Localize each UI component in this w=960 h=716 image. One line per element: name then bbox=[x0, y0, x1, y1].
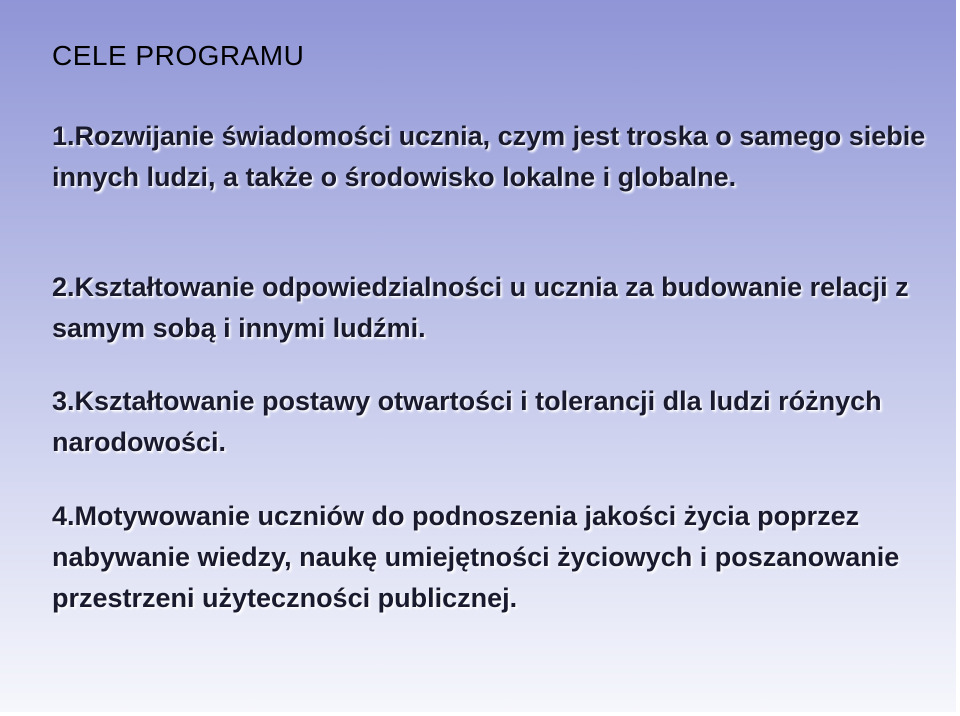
program-goal-1: 1.Rozwijanie świadomości ucznia, czym jest troska o samego siebie innych ludzi, a także o środowisko lokalne i globalne. bbox=[52, 121, 926, 192]
slide-title: CELE PROGRAMU bbox=[52, 40, 305, 71]
program-goal-4: 4.Motywowanie uczniów do podnoszenia jakości życia poprzez nabywanie wiedzy, naukę umiejętności życiowych i poszanowanie przestrzeni użyteczności publicznej. bbox=[52, 501, 900, 613]
program-goal-2: 2.Kształtowanie odpowiedzialności u ucznia za budowanie relacji z samym sobą i innymi ludźmi. bbox=[52, 272, 909, 343]
program-goal-3: 3.Kształtowanie postawy otwartości i tolerancji dla ludzi różnych narodowości. bbox=[52, 386, 882, 457]
